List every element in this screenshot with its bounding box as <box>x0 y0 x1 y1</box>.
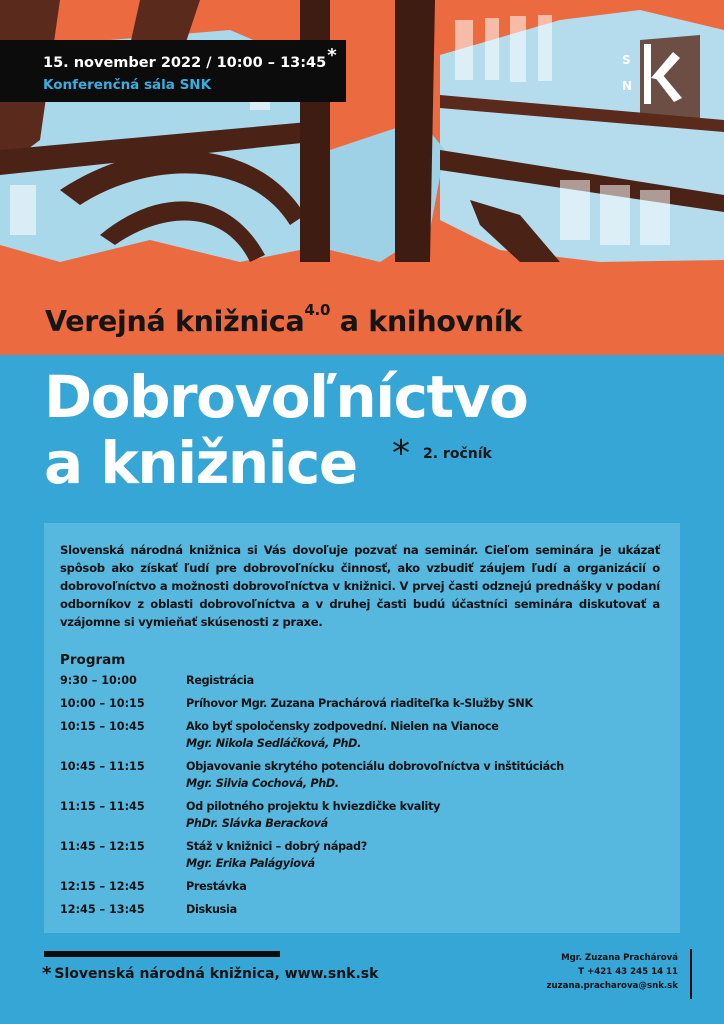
program-details <box>186 798 440 832</box>
program-heading: Program <box>60 652 126 668</box>
date-time-text: 15. november 2022 / 10:00 – 13:45 <box>43 55 327 71</box>
footer-asterisk-icon: * <box>42 963 52 984</box>
contact-block <box>547 951 678 993</box>
program-row <box>60 718 660 752</box>
program-title: Ako byť spoločensky zodpovední. Nielen na Vianoce <box>186 720 499 733</box>
title-asterisk-icon: * <box>392 433 410 474</box>
main-title-line1: Dobrovoľníctvo <box>44 363 528 431</box>
contact-name: Mgr. Zuzana Prachárová <box>561 953 678 963</box>
program-details <box>186 695 533 712</box>
program-speaker: Mgr. Nikola Sedláčková, PhD. <box>186 737 362 750</box>
program-title: Od pilotného projektu k hviezdičke kvality <box>186 800 441 813</box>
program-time: 10:45 – 11:15 <box>60 760 145 773</box>
program-title: Prestávka <box>186 880 247 893</box>
program-time: 11:45 – 12:15 <box>60 840 145 853</box>
logo-k-icon <box>618 44 688 106</box>
series-superscript: 4.0 <box>304 301 331 319</box>
program-speaker: Mgr. Silvia Cochová, PhD. <box>186 777 339 790</box>
program-details <box>186 901 237 918</box>
main-title <box>44 364 527 496</box>
subtitle-band <box>0 293 724 355</box>
program-row <box>60 672 660 689</box>
logo-letter-n: N <box>622 79 633 93</box>
program-speaker: Mgr. Erika Palágyiová <box>186 857 315 870</box>
intro-paragraph: Slovenská národná knižnica si Vás dovoľuje pozvať na seminár. Cieľom seminára je ukázať spôsob ako získať ľudí pre dobrovoľnícku činnosť, ako vzbudiť záujem ľudí a organizácií o dobrovoľníctvo a možnosti dobrovoľníctva v knižnici. V prvej časti odznejú prednášky v podaní odborníkov z oblasti dobrovoľníctva a v druhej časti budú účastníci seminára diskutovať a vzájomne si vymieňať skúsenosti z praxe. <box>60 543 660 629</box>
program-row <box>60 901 660 918</box>
hero-artwork <box>0 0 724 295</box>
contact-email: zuzana.pracharova@snk.sk <box>546 981 678 991</box>
snk-logo <box>618 44 688 106</box>
program-time: 11:15 – 11:45 <box>60 800 145 813</box>
program-row <box>60 878 660 895</box>
program-row <box>60 695 660 712</box>
main-title-line2: a knižnice <box>44 429 357 497</box>
program-title: Stáž v knižnici – dobrý nápad? <box>186 840 367 853</box>
program-list <box>60 672 660 918</box>
footer-bar <box>44 951 280 957</box>
program-title: Objavovanie skrytého potenciálu dobrovoľníctva v inštitúciách <box>186 760 564 773</box>
event-venue: Konferenčná sála SNK <box>43 77 212 93</box>
program-title: Príhovor Mgr. Zuzana Prachárová riaditeľka k-Služby SNK <box>186 697 533 710</box>
contact-divider <box>690 949 692 999</box>
series-title <box>45 301 523 338</box>
program-time: 9:30 – 10:00 <box>60 674 137 687</box>
edition-label: 2. ročník <box>423 446 492 462</box>
asterisk-icon: * <box>327 45 337 66</box>
event-info-box <box>0 40 346 102</box>
content-panel <box>44 523 680 933</box>
series-title-suffix: a knihovník <box>330 305 523 338</box>
event-date-time <box>43 45 346 72</box>
logo-letter-s: S <box>622 53 631 67</box>
program-speaker: PhDr. Slávka Beracková <box>186 817 328 830</box>
program-time: 10:00 – 10:15 <box>60 697 145 710</box>
program-details <box>186 758 564 792</box>
program-details <box>186 672 254 689</box>
program-time: 10:15 – 10:45 <box>60 720 145 733</box>
footer-organization <box>42 962 378 983</box>
program-title: Registrácia <box>186 674 254 687</box>
contact-phone: T +421 43 245 14 11 <box>578 967 678 977</box>
program-time: 12:45 – 13:45 <box>60 903 145 916</box>
program-row <box>60 798 660 832</box>
program-details <box>186 718 499 752</box>
organization-text: Slovenská národná knižnica, www.snk.sk <box>54 966 379 982</box>
program-details <box>186 838 367 872</box>
program-title: Diskusia <box>186 903 237 916</box>
program-row <box>60 838 660 872</box>
series-title-prefix: Verejná knižnica <box>45 305 305 338</box>
program-row <box>60 758 660 792</box>
program-time: 12:15 – 12:45 <box>60 880 145 893</box>
program-details <box>186 878 246 895</box>
